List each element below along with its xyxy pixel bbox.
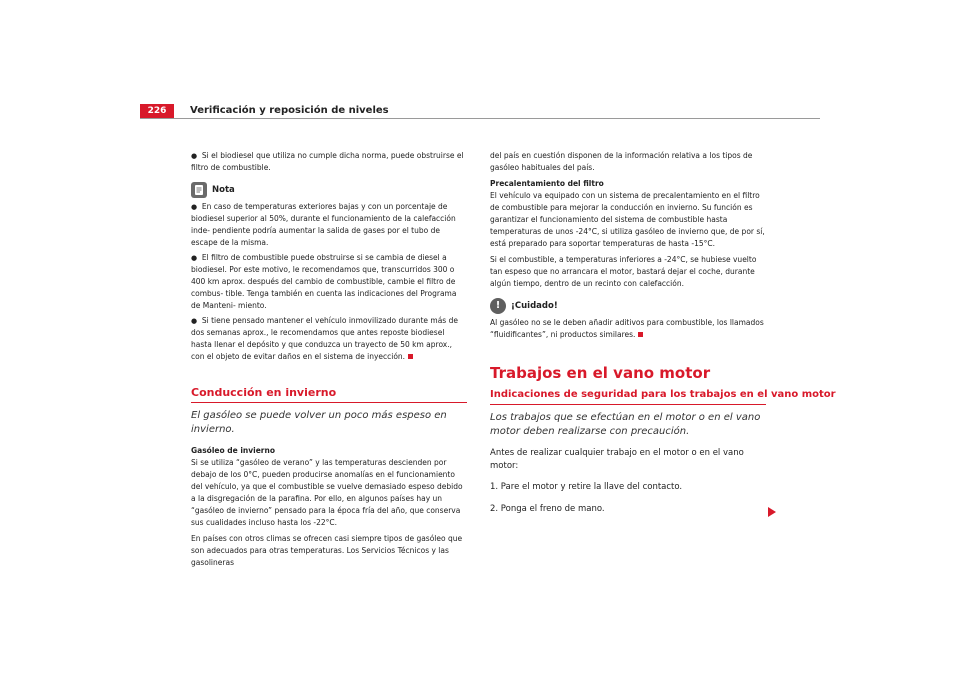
note-label: Nota [212,185,235,195]
section-title-safety: Indicaciones de seguridad para los trabajos en el vano motor [490,389,766,405]
bullet-icon: ● [191,203,198,211]
continue-arrow-icon [768,507,776,517]
page-header-title: Verificación y reposición de niveles [190,105,389,116]
paragraph: del país en cuestión disponen de la información relativa a los tipos de gasóleo habituales del país. [490,151,753,172]
caution-label: ¡Cuidado! [511,301,558,311]
left-column [191,150,467,573]
page-number-badge: 226 [140,104,174,118]
subheading-filter-preheating: Precalentamiento del filtro [490,179,604,188]
bullet-icon: ● [191,254,198,262]
paragraph: Antes de realizar cualquier trabajo en el motor o en el vano motor: [490,448,744,471]
list-item: 2. Ponga el freno de mano. [490,504,605,514]
right-column [490,150,836,525]
section-end-icon [638,332,643,337]
section-title-winter: Conducción en invierno [191,387,467,403]
chapter-title-engine-bay: Trabajos en el vano motor [490,364,711,382]
header-divider [140,118,820,119]
section-lead-safety: Los trabajos que se efectúan en el motor o en el vano motor deben realizarse con precaución. [490,412,761,437]
paragraph: Si se utiliza “gasóleo de verano” y las temperaturas descienden por debajo de los 0°C, pueden producirse anomalías en el funcionamiento del vehículo, ya que el combustible se vuelve demasiado espeso debido a la disgregación de la parafina. Por ello, en algunos países hay un “gasóleo de invierno” pensado para la época fría del año, que conserva sus cualidades incluso hasta los -22°C. [191,458,463,527]
subheading-winter-diesel: Gasóleo de invierno [191,446,275,455]
list-item: 1. Pare el motor y retire la llave del contacto. [490,482,683,492]
caution-icon: ! [490,298,506,314]
caution-text: Al gasóleo no se le deben añadir aditivos para combustible, los llamados “fluidificantes”, ni productos similares. [490,318,764,339]
section-lead-winter: El gasóleo se puede volver un poco más espeso en invierno. [191,410,447,435]
info-note-icon [191,182,207,198]
note-bullet: ● En caso de temperaturas exteriores bajas y con un porcentaje de biodiesel superior al 50%, durante el funcionamiento de la calefacción inde- pendiente podría aumentar la salida de gases por el tubo de escape de la misma. [191,202,456,247]
bullet-icon: ● [191,317,198,325]
caution-heading [490,298,766,314]
paragraph: Si el combustible, a temperaturas inferiores a -24°C, se hubiese vuelto tan espeso que no arrancara el motor, bastará dejar el coche, durante algún tiempo, dentro de un recinto con calefacción. [490,255,757,288]
section-end-icon [408,354,413,359]
note-bullet: ● Si tiene pensado mantener el vehículo inmovilizado durante más de dos semanas aprox., le recomendamos que antes reposte biodiesel hasta llenar el depósito y que conduzca un trayecto de 50 km aprox., con el objeto de evitar daños en el sistema de inyección. [191,316,458,361]
paragraph: En países con otros climas se ofrecen casi siempre tipos de gasóleo que son adecuados para otras temperaturas. Los Servicios Técnicos y las gasolineras [191,534,463,567]
note-bullet: ● El filtro de combustible puede obstruirse si se cambia de diesel a biodiesel. Por este motivo, le recomendamos que, transcurridos 300 o 400 km aprox. después del cambio de combustible, cambie el filtro de combus- tible. Tenga también en cuenta las indicaciones del Programa de Manteni- miento. [191,253,457,310]
paragraph: El vehículo va equipado con un sistema de precalentamiento en el filtro de combustible para mejorar la conducción en invierno. Su función es garantizar el funcionamiento del sistema de combustible hasta temperaturas de unos -24°C, si utiliza gasóleo de invierno que, de por sí, está preparado para soportar temperaturas de hasta -15°C. [490,191,765,248]
note-heading [191,182,467,198]
bullet-icon: ● [191,152,198,160]
intro-bullet: ● Si el biodiesel que utiliza no cumple dicha norma, puede obstruirse el filtro de combustible. [191,151,464,172]
